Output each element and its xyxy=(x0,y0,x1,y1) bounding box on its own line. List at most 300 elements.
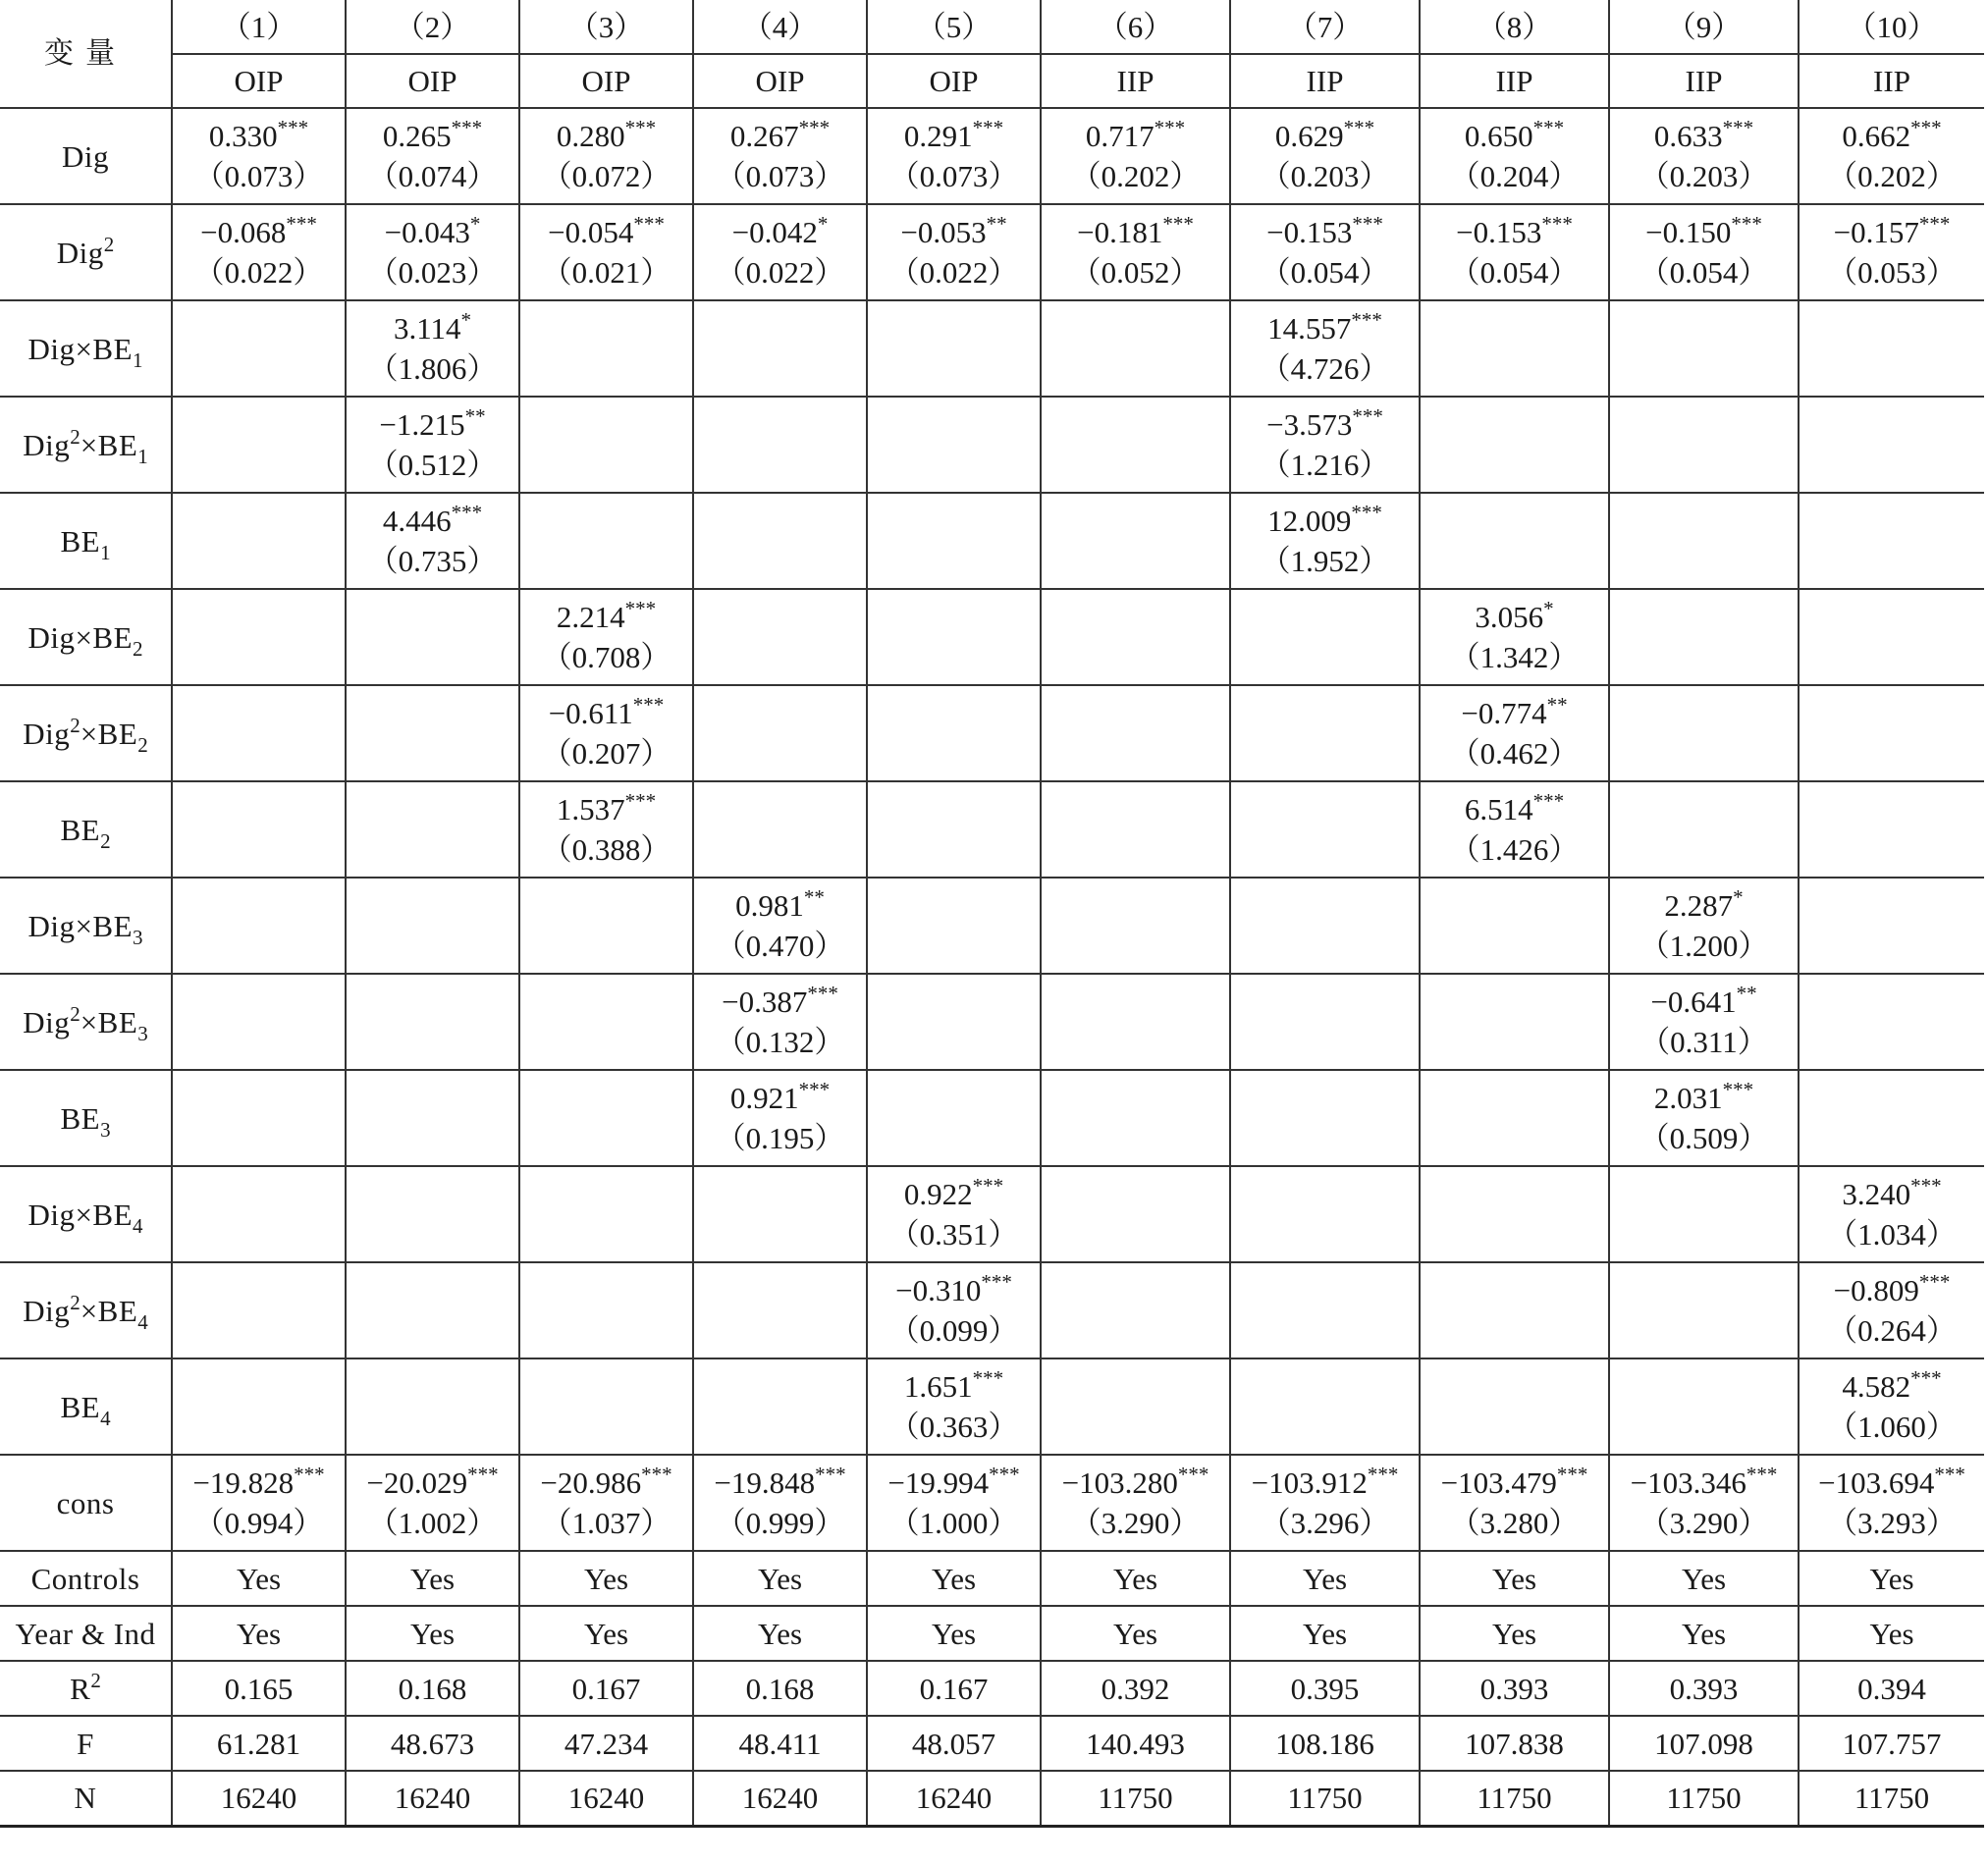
coef-cell xyxy=(693,204,867,300)
coefficient xyxy=(1231,212,1419,252)
coef-cell xyxy=(1609,685,1799,781)
stat-value: 11750 xyxy=(1609,1771,1799,1826)
coef-value: −0.809 xyxy=(1833,1273,1919,1307)
significance-stars: *** xyxy=(1910,1174,1942,1198)
coef-cell xyxy=(1799,1358,1984,1455)
var-subscript: 4 xyxy=(100,1406,111,1430)
coef-cell xyxy=(1609,974,1799,1070)
var-subscript: 4 xyxy=(133,1213,143,1238)
stat-value: 16240 xyxy=(867,1771,1041,1826)
dep-var-label: IIP xyxy=(1041,54,1230,108)
standard-error: （0.022） xyxy=(715,255,845,290)
coef-cell xyxy=(346,589,519,685)
coef-cell xyxy=(1230,493,1420,589)
stat-value: Yes xyxy=(1420,1606,1609,1661)
coefficient xyxy=(347,116,518,156)
col-number: （2） xyxy=(346,0,519,54)
coefficient xyxy=(1800,116,1984,156)
var-subscript: 4 xyxy=(137,1309,148,1334)
coef-cell xyxy=(519,1070,693,1166)
table-row xyxy=(0,685,1984,781)
coefficient xyxy=(347,212,518,252)
coef-value: −103.694 xyxy=(1818,1465,1935,1500)
table-row xyxy=(0,878,1984,974)
coef-cell xyxy=(1609,1262,1799,1358)
coef-cell xyxy=(1609,1455,1799,1551)
significance-stars: *** xyxy=(1746,1463,1778,1486)
coef-cell xyxy=(1230,1166,1420,1262)
table-row xyxy=(0,1358,1984,1455)
coef-cell xyxy=(1799,878,1984,974)
coef-value: −0.157 xyxy=(1833,215,1919,249)
stat-value: 0.168 xyxy=(346,1661,519,1716)
coef-cell xyxy=(1230,1455,1420,1551)
coef-cell xyxy=(1609,204,1799,300)
coef-cell xyxy=(1609,300,1799,397)
coef-cell xyxy=(346,1070,519,1166)
coef-cell xyxy=(1230,781,1420,878)
stat-value: 0.167 xyxy=(867,1661,1041,1716)
var-subscript: 3 xyxy=(100,1117,111,1142)
col-number: （1） xyxy=(172,0,346,54)
coef-cell xyxy=(1799,589,1984,685)
stat-row xyxy=(0,1771,1984,1826)
table-row xyxy=(0,974,1984,1070)
standard-error: （0.994） xyxy=(193,1506,324,1540)
standard-error: （0.202） xyxy=(1827,159,1957,193)
var-name-text: Dig×BE xyxy=(27,331,134,366)
significance-stars: ** xyxy=(803,885,825,909)
significance-stars: *** xyxy=(1351,501,1382,524)
standard-error: （0.311） xyxy=(1639,1025,1768,1059)
significance-stars: ** xyxy=(986,212,1007,236)
significance-stars: *** xyxy=(972,116,1004,139)
coef-cell xyxy=(172,878,346,974)
var-name-text: Dig xyxy=(62,138,109,174)
coef-cell xyxy=(1799,1262,1984,1358)
variable-label xyxy=(0,974,172,1070)
coef-value: −0.150 xyxy=(1645,215,1732,249)
var-name-text: Controls xyxy=(30,1561,140,1596)
stat-value: 0.165 xyxy=(172,1661,346,1716)
coefficient xyxy=(173,116,345,156)
stat-value: 0.392 xyxy=(1041,1661,1230,1716)
coef-value: −0.310 xyxy=(895,1273,982,1307)
coef-cell xyxy=(1230,1358,1420,1455)
coef-cell xyxy=(519,974,693,1070)
standard-error: （1.426） xyxy=(1449,832,1580,867)
coefficient xyxy=(1610,982,1798,1022)
standard-error: （0.074） xyxy=(367,159,498,193)
coefficient xyxy=(1610,1463,1798,1503)
coef-cell xyxy=(693,1070,867,1166)
stat-row xyxy=(0,1606,1984,1661)
coef-cell xyxy=(1041,878,1230,974)
stat-value: Yes xyxy=(172,1551,346,1606)
coef-cell xyxy=(346,781,519,878)
stat-value: Yes xyxy=(867,1551,1041,1606)
coef-cell xyxy=(867,1262,1041,1358)
significance-stars: *** xyxy=(1731,212,1762,236)
coef-cell xyxy=(1420,1455,1609,1551)
stat-value: Yes xyxy=(346,1551,519,1606)
coefficient xyxy=(1231,501,1419,541)
coef-value: 2.214 xyxy=(556,600,625,634)
coefficient xyxy=(694,116,866,156)
stat-value: 16240 xyxy=(172,1771,346,1826)
col-number: （10） xyxy=(1799,0,1984,54)
standard-error: （3.290） xyxy=(1639,1506,1769,1540)
coef-cell xyxy=(693,1262,867,1358)
stat-value: 0.394 xyxy=(1799,1661,1984,1716)
table-row xyxy=(0,204,1984,300)
standard-error: （1.200） xyxy=(1639,929,1769,963)
coef-cell xyxy=(346,1166,519,1262)
coef-cell xyxy=(519,493,693,589)
var-name-text: Dig×BE xyxy=(27,1197,134,1232)
standard-error: （1.806） xyxy=(367,351,498,386)
significance-stars: *** xyxy=(815,1463,846,1486)
stat-value: Yes xyxy=(172,1606,346,1661)
coef-value: 4.446 xyxy=(382,504,452,538)
var-name-text: Dig xyxy=(23,1004,71,1039)
coefficient xyxy=(868,212,1040,252)
variable-label xyxy=(0,589,172,685)
standard-error: （0.023） xyxy=(367,255,498,290)
col-number: （9） xyxy=(1609,0,1799,54)
significance-stars: *** xyxy=(632,693,665,717)
coef-cell xyxy=(172,685,346,781)
stat-value: 108.186 xyxy=(1230,1716,1420,1771)
stat-value: 0.393 xyxy=(1609,1661,1799,1716)
standard-error: （0.388） xyxy=(541,832,672,867)
coefficient xyxy=(868,116,1040,156)
stat-value: 11750 xyxy=(1230,1771,1420,1826)
standard-error: （1.342） xyxy=(1449,640,1580,674)
stat-value: Yes xyxy=(519,1551,693,1606)
coef-cell xyxy=(1420,108,1609,204)
significance-stars: *** xyxy=(798,1078,831,1101)
coef-cell xyxy=(1799,685,1984,781)
var-name-text: BE xyxy=(60,523,101,559)
stat-value: Yes xyxy=(519,1606,693,1661)
significance-stars: *** xyxy=(1367,1463,1399,1486)
var-name-text: Dig xyxy=(23,427,71,462)
significance-stars: *** xyxy=(1934,1463,1965,1486)
coefficient xyxy=(1800,1270,1984,1310)
var-subscript: 2 xyxy=(100,828,111,853)
var-subscript: 3 xyxy=(133,925,143,949)
coef-cell xyxy=(1420,1070,1609,1166)
coef-cell xyxy=(867,204,1041,300)
coef-cell xyxy=(867,974,1041,1070)
coef-cell xyxy=(693,1166,867,1262)
coef-value: 0.330 xyxy=(208,119,278,153)
significance-stars: * xyxy=(1733,885,1744,909)
var-name-text: N xyxy=(74,1781,97,1816)
standard-error: （0.022） xyxy=(193,255,324,290)
var-subscript: 2 xyxy=(137,732,148,757)
standard-error: （1.034） xyxy=(1827,1217,1957,1252)
coefficient xyxy=(520,789,692,829)
col-number: （7） xyxy=(1230,0,1420,54)
coef-cell xyxy=(1041,781,1230,878)
coefficient xyxy=(173,1463,345,1503)
coefficient xyxy=(1042,212,1229,252)
coef-value: −20.986 xyxy=(540,1465,642,1500)
significance-stars: *** xyxy=(981,1270,1012,1294)
coef-cell xyxy=(1799,1455,1984,1551)
var-name-text: cons xyxy=(56,1485,115,1520)
var-name-text: Dig xyxy=(56,235,104,270)
coefficient xyxy=(520,1463,692,1503)
coefficient xyxy=(1231,308,1419,348)
coef-cell xyxy=(172,974,346,1070)
var-superscript: 2 xyxy=(70,1001,81,1026)
coef-cell xyxy=(693,397,867,493)
stat-value: Yes xyxy=(693,1551,867,1606)
coefficient xyxy=(694,1078,866,1118)
stat-value: 16240 xyxy=(346,1771,519,1826)
coef-cell xyxy=(867,781,1041,878)
coef-cell xyxy=(1041,397,1230,493)
coef-cell xyxy=(1041,1358,1230,1455)
coef-value: −103.346 xyxy=(1630,1465,1746,1500)
dep-var-label: OIP xyxy=(346,54,519,108)
coef-cell xyxy=(1609,781,1799,878)
significance-stars: * xyxy=(817,212,829,236)
coef-value: 0.633 xyxy=(1653,119,1723,153)
coef-cell xyxy=(1799,781,1984,878)
coef-cell xyxy=(172,108,346,204)
coef-cell xyxy=(1041,1166,1230,1262)
standard-error: （0.264） xyxy=(1827,1313,1957,1348)
coef-cell xyxy=(1230,108,1420,204)
standard-error: （1.037） xyxy=(541,1506,672,1540)
coef-value: −103.479 xyxy=(1440,1465,1557,1500)
coef-cell xyxy=(1420,300,1609,397)
coef-cell xyxy=(519,1358,693,1455)
coef-value: 0.265 xyxy=(382,119,452,153)
stat-value: Yes xyxy=(867,1606,1041,1661)
coefficient xyxy=(1610,212,1798,252)
variable-label xyxy=(0,1358,172,1455)
variable-label xyxy=(0,1455,172,1551)
dep-var-label: OIP xyxy=(693,54,867,108)
coef-cell xyxy=(867,685,1041,781)
coef-cell xyxy=(1609,493,1799,589)
coef-cell xyxy=(346,204,519,300)
standard-error: （0.202） xyxy=(1070,159,1201,193)
significance-stars: *** xyxy=(624,789,657,813)
standard-error: （1.000） xyxy=(888,1506,1019,1540)
stat-value: 48.411 xyxy=(693,1716,867,1771)
var-superscript: 2 xyxy=(90,1668,101,1692)
coefficient xyxy=(868,1174,1040,1214)
coefficient xyxy=(1231,116,1419,156)
coef-cell xyxy=(346,493,519,589)
coefficient xyxy=(868,1366,1040,1407)
coef-cell xyxy=(172,589,346,685)
coef-cell xyxy=(1230,974,1420,1070)
var-name-text: BE xyxy=(60,1389,101,1424)
coef-value: −3.573 xyxy=(1266,407,1353,442)
coef-cell xyxy=(1230,589,1420,685)
coef-value: −0.387 xyxy=(722,985,808,1019)
table-row xyxy=(0,397,1984,493)
coefficient xyxy=(1800,1366,1984,1407)
coefficient xyxy=(1800,1174,1984,1214)
coef-value: 0.921 xyxy=(729,1081,799,1115)
coef-cell xyxy=(1420,974,1609,1070)
coefficient xyxy=(694,212,866,252)
coef-cell xyxy=(346,685,519,781)
coef-value: −0.181 xyxy=(1077,215,1163,249)
var-name-text: Dig×BE xyxy=(27,619,134,655)
coef-value: 1.537 xyxy=(556,792,625,826)
coef-cell xyxy=(346,108,519,204)
stat-value: 107.098 xyxy=(1609,1716,1799,1771)
significance-stars: *** xyxy=(451,116,483,139)
var-name-text: ×BE xyxy=(80,427,138,462)
standard-error: （0.073） xyxy=(193,159,324,193)
stat-value: Yes xyxy=(1041,1606,1230,1661)
coef-cell xyxy=(1420,1262,1609,1358)
coef-value: −0.043 xyxy=(384,215,470,249)
coefficient xyxy=(694,1463,866,1503)
stat-value: Yes xyxy=(1609,1551,1799,1606)
var-subscript: 3 xyxy=(137,1021,148,1045)
significance-stars: *** xyxy=(972,1366,1004,1390)
significance-stars: *** xyxy=(1556,1463,1588,1486)
stat-value: 47.234 xyxy=(519,1716,693,1771)
coef-cell xyxy=(1420,204,1609,300)
coef-cell xyxy=(867,108,1041,204)
coefficient xyxy=(1421,789,1608,829)
significance-stars: *** xyxy=(989,1463,1020,1486)
coef-cell xyxy=(693,300,867,397)
standard-error: （0.735） xyxy=(367,544,498,578)
coef-cell xyxy=(519,300,693,397)
coefficient xyxy=(347,404,518,445)
significance-stars: *** xyxy=(1532,116,1565,139)
standard-error: （0.207） xyxy=(541,736,672,771)
coef-cell xyxy=(1609,1070,1799,1166)
var-name-text: Dig xyxy=(23,1293,71,1328)
coef-cell xyxy=(346,300,519,397)
standard-error: （3.293） xyxy=(1827,1506,1957,1540)
header-row-numbers xyxy=(0,0,1984,54)
standard-error: （1.002） xyxy=(367,1506,498,1540)
standard-error: （0.203） xyxy=(1639,159,1769,193)
coef-cell xyxy=(1230,685,1420,781)
stat-value: 16240 xyxy=(519,1771,693,1826)
stat-value: 61.281 xyxy=(172,1716,346,1771)
coef-cell xyxy=(867,1358,1041,1455)
table-row xyxy=(0,1070,1984,1166)
variable-label xyxy=(0,685,172,781)
coef-value: 0.922 xyxy=(903,1177,973,1211)
coef-value: 0.629 xyxy=(1274,119,1344,153)
coef-cell xyxy=(1609,878,1799,974)
coef-cell xyxy=(867,1070,1041,1166)
standard-error: （3.280） xyxy=(1449,1506,1580,1540)
coef-cell xyxy=(1609,397,1799,493)
significance-stars: *** xyxy=(1162,212,1194,236)
coef-cell xyxy=(1230,204,1420,300)
coef-value: −0.068 xyxy=(200,215,287,249)
variable-label xyxy=(0,1262,172,1358)
coef-cell xyxy=(693,878,867,974)
coef-cell xyxy=(172,1358,346,1455)
var-name-text: Dig×BE xyxy=(27,908,134,943)
stat-value: Yes xyxy=(346,1606,519,1661)
var-name-text: ×BE xyxy=(80,1004,138,1039)
dep-var-label: OIP xyxy=(172,54,346,108)
coef-cell xyxy=(519,204,693,300)
stat-value: 11750 xyxy=(1799,1771,1984,1826)
significance-stars: *** xyxy=(798,116,831,139)
stat-value: 16240 xyxy=(693,1771,867,1826)
coefficient xyxy=(1231,404,1419,445)
coef-value: 14.557 xyxy=(1267,311,1352,346)
coef-value: −0.053 xyxy=(900,215,987,249)
var-superscript: 2 xyxy=(70,424,81,449)
col-number: （3） xyxy=(519,0,693,54)
stat-value: Yes xyxy=(1420,1551,1609,1606)
coef-value: 3.056 xyxy=(1475,600,1544,634)
coef-cell xyxy=(519,878,693,974)
coef-cell xyxy=(172,397,346,493)
coefficient xyxy=(1042,116,1229,156)
var-superscript: 2 xyxy=(103,232,115,256)
stat-value: 107.757 xyxy=(1799,1716,1984,1771)
coef-cell xyxy=(1041,1455,1230,1551)
standard-error: （0.021） xyxy=(541,255,672,290)
coef-cell xyxy=(519,108,693,204)
variable-label xyxy=(0,878,172,974)
standard-error: （0.132） xyxy=(715,1025,845,1059)
coef-value: −19.994 xyxy=(887,1465,990,1500)
coef-cell xyxy=(1041,589,1230,685)
standard-error: （0.462） xyxy=(1449,736,1580,771)
coef-cell xyxy=(1230,397,1420,493)
coef-cell xyxy=(1420,493,1609,589)
coefficient xyxy=(1421,116,1608,156)
coef-cell xyxy=(693,1455,867,1551)
coef-value: 3.240 xyxy=(1842,1177,1911,1211)
stat-value: Yes xyxy=(1041,1551,1230,1606)
col-number: （4） xyxy=(693,0,867,54)
coefficient xyxy=(1042,1463,1229,1503)
var-subscript: 2 xyxy=(133,636,143,661)
coef-cell xyxy=(1230,878,1420,974)
coefficient xyxy=(520,597,692,637)
coef-cell xyxy=(693,781,867,878)
var-name-text: Dig xyxy=(23,716,71,751)
significance-stars: *** xyxy=(1532,789,1565,813)
significance-stars: *** xyxy=(624,116,657,139)
coef-value: 0.662 xyxy=(1842,119,1911,153)
coef-cell xyxy=(693,974,867,1070)
coef-cell xyxy=(1799,493,1984,589)
coefficient xyxy=(173,212,345,252)
coef-cell xyxy=(1041,108,1230,204)
coef-value: 1.651 xyxy=(903,1369,973,1404)
coef-value: −0.611 xyxy=(548,696,633,730)
standard-error: （0.363） xyxy=(888,1410,1019,1444)
dep-var-label: IIP xyxy=(1230,54,1420,108)
